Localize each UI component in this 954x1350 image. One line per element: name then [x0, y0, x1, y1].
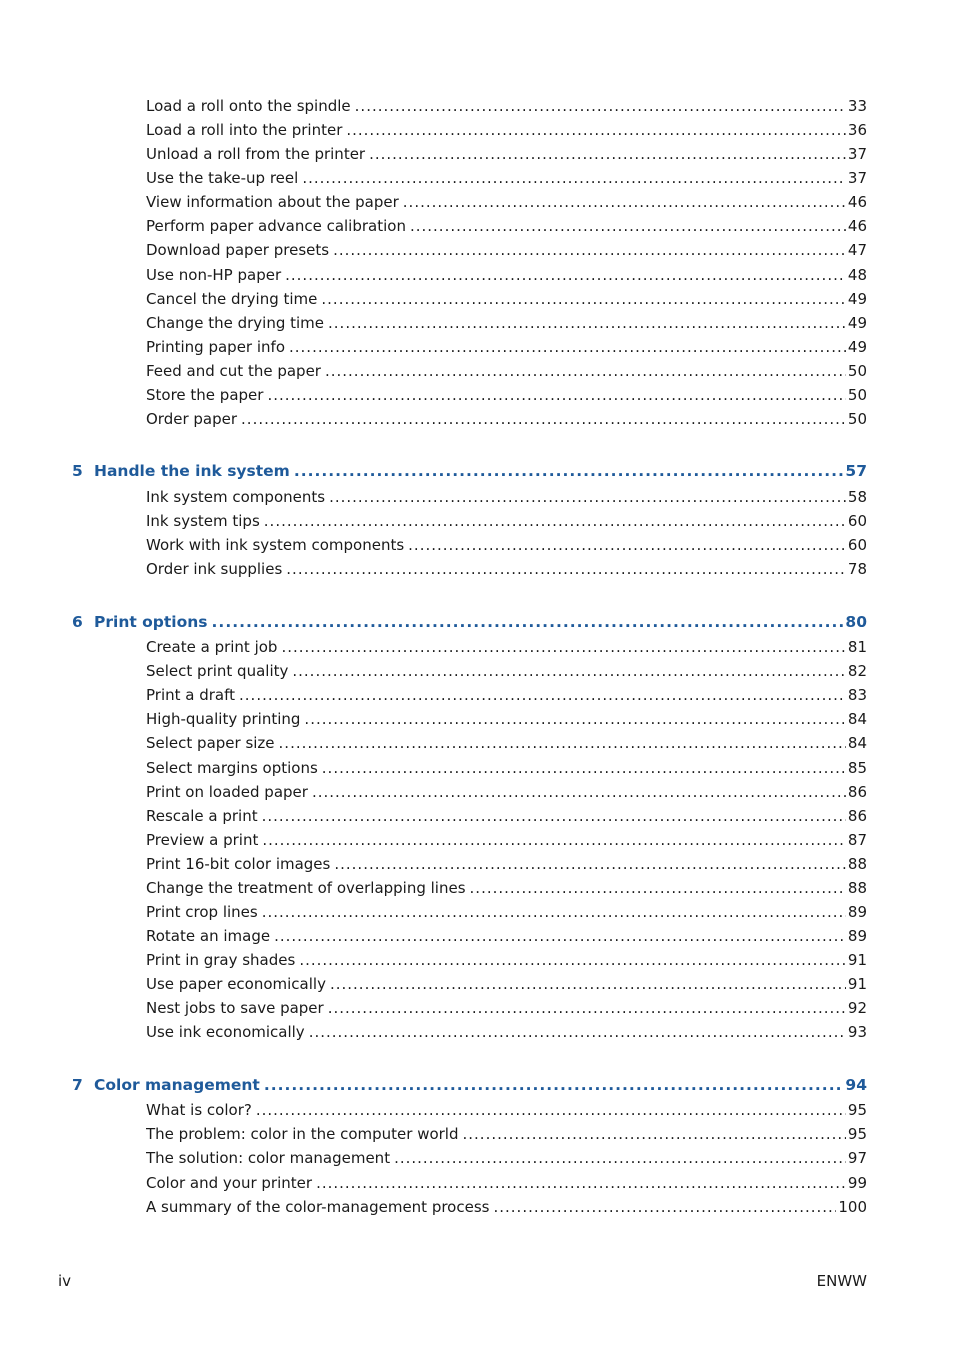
toc-page-number: 57 — [845, 462, 867, 481]
toc-page-number: 60 — [847, 536, 867, 554]
footer-page-number: iv — [58, 1272, 72, 1290]
toc-page-number: 91 — [847, 951, 867, 969]
toc-page-number: 85 — [847, 758, 867, 777]
toc-entry-text: Print crop lines — [146, 902, 258, 921]
toc-page-number: 100 — [838, 1197, 867, 1216]
dot-leader — [262, 806, 846, 826]
toc-entry-text: Order ink supplies — [146, 560, 283, 579]
dot-leader — [264, 1075, 844, 1095]
toc-entry[interactable] — [146, 1197, 867, 1217]
toc-entry-text: Unload a roll from the printer — [146, 145, 366, 164]
toc-entry-title — [146, 289, 321, 309]
toc-page-number: 88 — [847, 854, 867, 873]
toc-entry-title — [146, 926, 274, 946]
toc-page-number: 78 — [847, 560, 867, 579]
toc-entry-text: High-quality printing — [146, 710, 301, 729]
toc-entry-title — [146, 337, 289, 357]
toc-page-number: 97 — [847, 1149, 867, 1168]
dot-leader — [239, 685, 846, 705]
toc-entry-text: Use the take-up reel — [146, 169, 299, 188]
toc-entry-title — [146, 313, 328, 333]
toc-entry-title — [72, 461, 294, 481]
toc-entry-title — [146, 974, 330, 994]
toc-entry[interactable] — [146, 385, 867, 405]
dot-leader — [322, 758, 846, 778]
toc-entry[interactable] — [146, 265, 867, 285]
toc-entry[interactable] — [146, 854, 867, 874]
toc-page-number: 82 — [847, 662, 867, 681]
toc-entry[interactable] — [146, 1022, 867, 1042]
toc-page-number: 80 — [845, 612, 867, 631]
toc-entry[interactable] — [146, 240, 867, 260]
toc-page-number: 50 — [847, 361, 867, 380]
toc-entry-title — [146, 637, 281, 657]
toc-entry-title — [146, 487, 329, 507]
toc-entry-text: Load a roll onto the spindle — [146, 97, 351, 115]
toc-entry-text: Download paper presets — [146, 241, 330, 260]
toc-entry[interactable] — [146, 361, 867, 381]
toc-entry-text: Handle the ink system — [94, 462, 290, 481]
dot-leader — [264, 511, 846, 531]
dot-leader — [355, 96, 846, 116]
dot-leader — [299, 950, 846, 970]
dot-leader — [470, 878, 846, 898]
dot-leader — [279, 733, 846, 753]
toc-entry-title — [146, 96, 355, 116]
toc-entry[interactable] — [146, 709, 867, 729]
toc-entry[interactable] — [146, 758, 867, 778]
toc-entry-text: Print on loaded paper — [146, 782, 308, 801]
toc-entry-text: Use ink economically — [146, 1023, 305, 1042]
toc-entry-title — [146, 733, 279, 753]
toc-entry[interactable] — [146, 926, 867, 946]
dot-leader — [212, 612, 844, 632]
toc-entry-text: Load a roll into the printer — [146, 121, 343, 140]
toc-page-number: 91 — [847, 975, 867, 994]
toc-page-number: 84 — [847, 734, 867, 753]
dot-leader — [274, 926, 846, 946]
toc-entry-title — [146, 168, 302, 188]
toc-entry-title — [146, 758, 322, 778]
dot-leader — [403, 192, 846, 212]
dot-leader — [312, 782, 846, 802]
toc-page-number: 89 — [847, 902, 867, 921]
toc-entry[interactable] — [146, 289, 867, 309]
toc-page-number: 89 — [847, 927, 867, 945]
dot-leader — [286, 559, 846, 579]
toc-entry-text: The problem: color in the computer world — [146, 1125, 459, 1144]
toc-entry-text: Rotate an image — [146, 927, 271, 945]
dot-leader — [281, 637, 845, 657]
toc-page-number: 36 — [847, 121, 867, 140]
toc-page-number: 88 — [847, 878, 867, 897]
toc-page-number: 58 — [847, 487, 867, 506]
toc-entry[interactable] — [146, 974, 867, 994]
toc-entry-title — [72, 1075, 264, 1095]
toc-page-number: 92 — [847, 999, 867, 1018]
toc-page-number: 86 — [847, 806, 867, 825]
chapter-number: 6 — [72, 612, 83, 631]
toc-entry-title — [146, 265, 285, 285]
toc-page-number: 33 — [847, 97, 867, 115]
toc-page-number: 60 — [847, 512, 867, 530]
toc-entry[interactable] — [146, 1148, 867, 1168]
toc-entry-text: Create a print job — [146, 638, 278, 657]
toc-entry-text: Use paper economically — [146, 975, 326, 994]
toc-page-number: 83 — [847, 686, 867, 705]
toc-entry-text: Select margins options — [146, 758, 318, 777]
dot-leader — [333, 240, 846, 260]
chapter-number: 5 — [72, 462, 83, 481]
toc-entry[interactable] — [146, 216, 867, 236]
footer-doc-code: ENWW — [816, 1272, 867, 1290]
toc-entry-title — [146, 144, 369, 164]
toc-page-number: 49 — [847, 313, 867, 332]
toc-page-number: 49 — [847, 337, 867, 356]
toc-entry-text: Nest jobs to save paper — [146, 999, 324, 1018]
toc-entry-text: Order paper — [146, 409, 238, 428]
toc-entry[interactable] — [146, 661, 867, 681]
toc-entry-text: Store the paper — [146, 385, 264, 404]
dot-leader — [289, 337, 846, 357]
toc-page-number: 46 — [847, 193, 867, 212]
toc-entry-title — [146, 1124, 463, 1144]
dot-leader — [328, 313, 846, 333]
toc-entry[interactable] — [146, 313, 867, 333]
toc-entry-text: Print options — [94, 612, 208, 631]
dot-leader — [262, 830, 846, 850]
toc-entry[interactable] — [146, 950, 867, 970]
toc-entry-title — [146, 1148, 394, 1168]
toc-entry-text: Rescale a print — [146, 806, 258, 825]
toc-page-number: 47 — [847, 241, 867, 260]
dot-leader — [262, 902, 846, 922]
toc-entry[interactable] — [146, 806, 867, 826]
toc-entry-title — [146, 806, 262, 826]
toc-entry-title — [146, 782, 312, 802]
toc-entry[interactable] — [146, 733, 867, 753]
toc-page-number: 87 — [847, 830, 867, 849]
toc-entry[interactable] — [146, 685, 867, 705]
toc-entry-text: A summary of the color-management process — [146, 1197, 490, 1216]
dot-leader — [408, 535, 846, 555]
toc-page-number: 99 — [847, 1173, 867, 1192]
toc-entry[interactable] — [146, 559, 867, 579]
toc-entry-title — [146, 950, 299, 970]
toc-entry-title — [146, 1022, 309, 1042]
toc-page-number: 37 — [847, 169, 867, 188]
toc-entry[interactable] — [146, 511, 867, 531]
toc-page-number: 37 — [847, 145, 867, 164]
toc-entry-text: Preview a print — [146, 830, 259, 849]
toc-entry-title — [146, 1197, 493, 1217]
toc-entry-text: Ink system tips — [146, 512, 260, 530]
dot-leader — [304, 709, 845, 729]
toc-page-number: 49 — [847, 289, 867, 308]
toc-entry[interactable] — [146, 192, 867, 212]
toc-page-number: 46 — [847, 217, 867, 236]
toc-entry-title — [146, 709, 304, 729]
toc-entry-title — [146, 854, 334, 874]
toc-page-number: 95 — [847, 1125, 867, 1144]
dot-leader — [321, 289, 846, 309]
toc-entry[interactable] — [146, 535, 867, 555]
toc-entry[interactable] — [146, 168, 867, 188]
toc-entry-title — [146, 661, 292, 681]
toc-entry-text: What is color? — [146, 1101, 252, 1120]
dot-leader — [302, 168, 846, 188]
toc-entry-title — [146, 535, 408, 555]
toc-entry[interactable] — [146, 409, 867, 429]
toc-entry-text: Printing paper info — [146, 337, 285, 356]
toc-entry-title — [72, 612, 212, 632]
dot-leader — [346, 120, 846, 140]
dot-leader — [241, 409, 846, 429]
toc-entry[interactable] — [146, 337, 867, 357]
toc-page-number: 86 — [847, 782, 867, 801]
toc-page-number: 48 — [847, 265, 867, 284]
toc-entry-text: Cancel the drying time — [146, 289, 318, 308]
toc-entry[interactable] — [146, 1173, 867, 1193]
toc-entry-title — [146, 559, 286, 579]
toc-entry[interactable] — [146, 782, 867, 802]
dot-leader — [493, 1197, 836, 1217]
toc-entry[interactable] — [146, 96, 867, 116]
toc-page-number: 81 — [847, 638, 867, 657]
toc-entry-title — [146, 830, 262, 850]
toc-entry-title — [146, 361, 325, 381]
toc-entry[interactable] — [146, 902, 867, 922]
dot-leader — [325, 361, 846, 381]
toc-chapter-entry[interactable] — [72, 612, 867, 632]
dot-leader — [285, 265, 846, 285]
dot-leader — [329, 487, 846, 507]
toc-entry-text: Print a draft — [146, 686, 236, 705]
toc-entry-title — [146, 511, 264, 531]
toc-entry[interactable] — [146, 998, 867, 1018]
toc-entry-text: Change the treatment of overlapping lines — [146, 878, 466, 897]
toc-entry[interactable] — [146, 830, 867, 850]
toc-entry[interactable] — [146, 637, 867, 657]
dot-leader — [292, 661, 846, 681]
toc-entry-title — [146, 409, 241, 429]
toc-entry-text: The solution: color management — [146, 1149, 391, 1168]
toc-entry-title — [146, 192, 403, 212]
dot-leader — [334, 854, 846, 874]
toc-page-number: 50 — [847, 385, 867, 404]
toc-page-number: 93 — [847, 1023, 867, 1042]
toc-entry[interactable] — [146, 1124, 867, 1144]
toc-entry-title — [146, 1173, 316, 1193]
toc-entry-text: Use non-HP paper — [146, 265, 282, 284]
dot-leader — [294, 461, 844, 481]
dot-leader — [316, 1173, 846, 1193]
toc-entry-title — [146, 1100, 256, 1120]
toc-entry[interactable] — [146, 487, 867, 507]
dot-leader — [410, 216, 846, 236]
toc-entry-title — [146, 878, 470, 898]
dot-leader — [330, 974, 846, 994]
toc-entry-text: Print 16-bit color images — [146, 854, 331, 873]
toc-chapter-entry[interactable] — [72, 1075, 867, 1095]
dot-leader — [309, 1022, 846, 1042]
dot-leader — [328, 998, 846, 1018]
toc-entry[interactable] — [146, 878, 867, 898]
chapter-number: 7 — [72, 1075, 83, 1094]
toc-entry-title — [146, 240, 333, 260]
toc-entry[interactable] — [146, 144, 867, 164]
toc-entry-text: Color and your printer — [146, 1173, 313, 1192]
toc-entry-title — [146, 120, 346, 140]
toc-entry-text: View information about the paper — [146, 193, 399, 212]
toc-entry-text: Feed and cut the paper — [146, 361, 321, 380]
dot-leader — [394, 1148, 846, 1168]
toc-page-number: 50 — [847, 409, 867, 428]
dot-leader — [256, 1100, 846, 1120]
toc-entry-text: Perform paper advance calibration — [146, 217, 406, 236]
toc-entry-text: Work with ink system components — [146, 536, 405, 554]
toc-entry-title — [146, 998, 328, 1018]
toc-entry-title — [146, 216, 410, 236]
toc-entry-text: Ink system components — [146, 487, 326, 506]
toc-entry-text: Change the drying time — [146, 313, 325, 332]
toc-entry[interactable] — [146, 1100, 867, 1120]
toc-entry-text: Select paper size — [146, 734, 275, 753]
toc-chapter-entry[interactable] — [72, 461, 867, 481]
toc-entry-text: Print in gray shades — [146, 951, 296, 969]
toc-entry-title — [146, 385, 267, 405]
dot-leader — [267, 385, 845, 405]
toc-entry[interactable] — [146, 120, 867, 140]
toc-entry-text: Color management — [94, 1075, 260, 1094]
toc-page-number: 95 — [847, 1101, 867, 1120]
toc-page-number: 94 — [845, 1075, 867, 1094]
toc-entry-title — [146, 902, 262, 922]
dot-leader — [369, 144, 846, 164]
dot-leader — [463, 1124, 846, 1144]
toc-entry-text: Select print quality — [146, 662, 289, 681]
toc-entry-title — [146, 685, 239, 705]
toc-page-number: 84 — [847, 710, 867, 729]
